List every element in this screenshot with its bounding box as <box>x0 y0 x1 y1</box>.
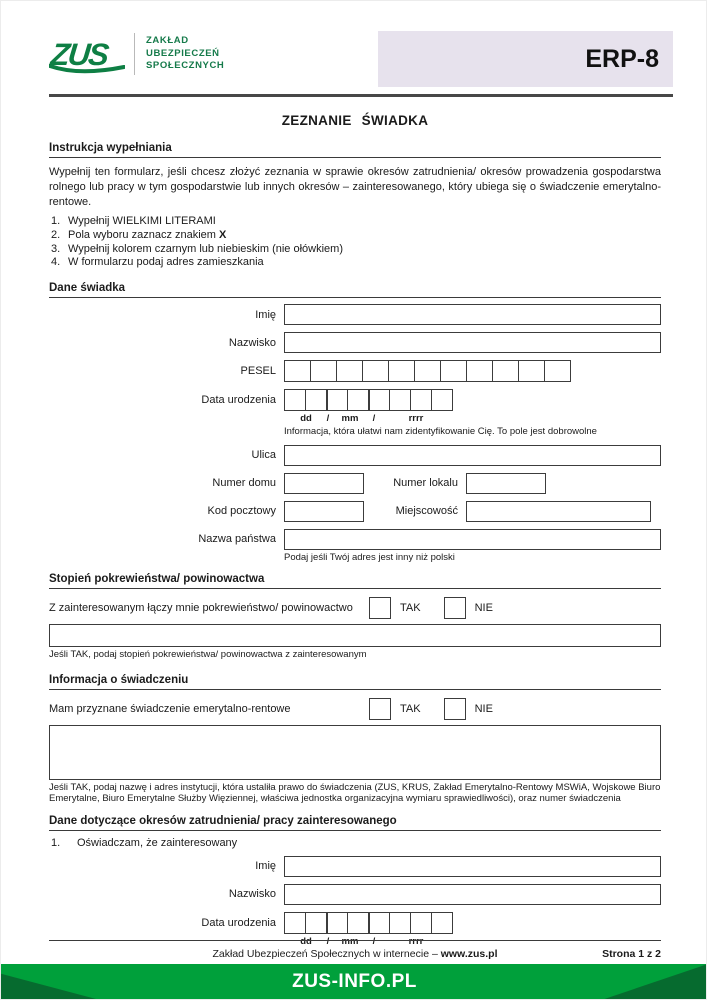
page-number: Strona 1 z 2 <box>602 948 661 960</box>
date-separator: / <box>372 935 376 947</box>
birth-date-label: Data urodzenia <box>201 394 276 407</box>
list-item-number: 2. <box>51 228 61 241</box>
flat-number-input[interactable] <box>466 473 546 494</box>
subject-last-name-input[interactable] <box>284 884 661 905</box>
subject-first-name-label: Imię <box>255 860 276 873</box>
zus-logo-area <box>51 33 224 75</box>
benefit-question-row <box>49 698 661 720</box>
date-char-cell[interactable] <box>389 912 411 934</box>
house-number-label: Numer domu <box>212 477 276 490</box>
org-name-line: UBEZPIECZEŃ <box>146 47 220 59</box>
house-number-input[interactable] <box>284 473 364 494</box>
section-heading-benefit: Informacja o świadczeniu <box>49 674 661 690</box>
date-char-cell[interactable] <box>389 389 411 411</box>
birth-date-cells <box>284 389 453 411</box>
street-label: Ulica <box>251 449 276 462</box>
section-heading-employment: Dane dotyczące okresów zatrudnienia/ pracy zainteresowanego <box>49 815 661 831</box>
benefit-hint: Jeśli TAK, podaj nazwę i adres instytucji, która ustaliła prawo do świadczenia (ZUS, KRUS, Zakład Emerytalno-Rentowy MSWiA, Wojskowe Biuro Emerytalne, Biuro Emerytalne Służby Więziennej, właściwa jednostka organizacyjna wymiaru sprawiedliwości), oraz numer świadczenia <box>49 781 661 805</box>
instructions-intro: Wypełnij ten formularz, jeśli chcesz złożyć zeznania w sprawie okresów zatrudnienia/ okresów prowadzenia gospodarstwa rolnego lub pracy w tym gospodarstwie lub innych okresów – zainteresowanego, który ubiega się o świadczenie emerytalno-rentowe. <box>49 166 661 208</box>
pesel-char-cell[interactable] <box>310 360 337 382</box>
list-item-text: W formularzu podaj adres zamieszkania <box>68 256 264 269</box>
field-row-subject-first-name <box>49 856 661 877</box>
first-name-input[interactable] <box>284 304 661 325</box>
postal-code-label: Kod pocztowy <box>207 505 276 518</box>
pesel-label: PESEL <box>240 365 276 378</box>
subject-first-name-input[interactable] <box>284 856 661 877</box>
pesel-char-cell[interactable] <box>388 360 415 382</box>
list-item-number: 4. <box>51 256 61 269</box>
zus-logo-text: ZUS <box>49 36 109 72</box>
postal-code-input[interactable] <box>284 501 364 522</box>
date-char-cell[interactable] <box>368 389 390 411</box>
date-yyyy-label: rrrr <box>408 413 424 425</box>
list-item <box>49 229 661 243</box>
date-char-cell[interactable] <box>305 912 327 934</box>
list-item <box>49 243 661 257</box>
footer <box>49 940 661 960</box>
date-char-cell[interactable] <box>284 912 306 934</box>
field-row-subject-birth-date <box>49 912 661 934</box>
list-item-text: Pola wyboru zaznacz znakiem X <box>68 228 227 241</box>
logo-divider <box>134 33 135 75</box>
date-char-cell[interactable] <box>368 912 390 934</box>
benefit-no-checkbox[interactable] <box>444 698 466 720</box>
pesel-char-cell[interactable] <box>440 360 467 382</box>
date-char-cell[interactable] <box>431 389 453 411</box>
flat-number-label: Numer lokalu <box>393 477 458 490</box>
birth-date-hint: Informacja, która ułatwi nam zidentyfikowanie Cię. To pole jest dobrowolne <box>284 426 597 438</box>
field-row-street <box>49 445 661 466</box>
kinship-question-row <box>49 597 661 619</box>
form-title: ZEZNANIE ŚWIADKA <box>281 113 429 128</box>
employment-statement-row <box>49 837 661 849</box>
bottom-banner <box>1 964 707 999</box>
header-rule <box>49 94 673 97</box>
statement-number: 1. <box>51 836 61 849</box>
last-name-label: Nazwisko <box>228 336 276 349</box>
kinship-yes-checkbox[interactable] <box>369 597 391 619</box>
date-dd-label: dd <box>300 413 312 425</box>
field-row-subject-last-name <box>49 884 661 905</box>
zus-logo-icon <box>49 36 125 72</box>
date-char-cell[interactable] <box>431 912 453 934</box>
org-name-line: SPOŁECZNYCH <box>146 60 225 72</box>
list-item-text: Wypełnij WIELKIMI LITERAMI <box>68 215 216 227</box>
subject-last-name-label: Nazwisko <box>228 888 276 901</box>
form-code: ERP-8 <box>585 44 659 73</box>
benefit-yes-checkbox[interactable] <box>369 698 391 720</box>
date-mm-label: mm <box>341 413 359 425</box>
list-item-text: Wypełnij kolorem czarnym lub niebieskim (nie ołówkiem) <box>68 242 343 255</box>
pesel-char-cell[interactable] <box>466 360 493 382</box>
date-char-cell[interactable] <box>305 389 327 411</box>
benefit-yes-label: TAK <box>400 702 421 715</box>
country-label: Nazwa państwa <box>198 533 276 546</box>
date-char-cell[interactable] <box>326 389 348 411</box>
list-item <box>49 215 661 229</box>
date-separator: / <box>372 413 376 425</box>
footer-line <box>49 948 661 960</box>
field-row-country <box>49 529 661 550</box>
header <box>49 31 661 89</box>
date-separator: / <box>326 935 330 947</box>
date-char-cell[interactable] <box>347 389 369 411</box>
instructions-list <box>49 215 661 270</box>
list-item <box>49 256 661 270</box>
field-row-house-flat <box>49 473 661 494</box>
date-char-cell[interactable] <box>410 912 432 934</box>
statement-text: Oświadczam, że zainteresowany <box>77 836 238 849</box>
field-row-birth-date <box>49 389 661 411</box>
field-row-last-name <box>49 332 661 353</box>
pesel-cells <box>284 360 571 382</box>
kinship-no-checkbox[interactable] <box>444 597 466 619</box>
pesel-char-cell[interactable] <box>284 360 311 382</box>
pesel-char-cell[interactable] <box>518 360 545 382</box>
city-label: Miejscowość <box>395 505 458 518</box>
subject-birth-date-label: Data urodzenia <box>201 916 276 929</box>
kinship-question: Z zainteresowanym łączy mnie pokrewieństwo/ powinowactwo <box>49 602 353 615</box>
date-char-cell[interactable] <box>326 912 348 934</box>
kinship-no-label: NIE <box>474 602 493 615</box>
country-input[interactable] <box>284 529 661 550</box>
pesel-char-cell[interactable] <box>544 360 571 382</box>
field-row-first-name <box>49 304 661 325</box>
kinship-detail-input[interactable] <box>49 624 661 647</box>
section-heading-witness-data: Dane świadka <box>49 282 661 298</box>
org-name <box>146 35 224 73</box>
org-name-line: ZAKŁAD <box>146 34 189 46</box>
kinship-yes-label: TAK <box>400 602 421 615</box>
kinship-hint: Jeśli TAK, podaj stopień pokrewieństwa/ powinowactwa z zainteresowanym <box>49 649 367 661</box>
subject-birth-date-cells <box>284 912 453 934</box>
date-yyyy-label: rrrr <box>408 935 424 947</box>
section-heading-kinship: Stopień pokrewieństwa/ powinowactwa <box>49 573 661 589</box>
last-name-input[interactable] <box>284 332 661 353</box>
date-char-cell[interactable] <box>347 912 369 934</box>
footer-site-url: www.zus.pl <box>440 948 498 960</box>
list-item-number: 3. <box>51 242 61 255</box>
date-mm-label: mm <box>341 935 359 947</box>
date-separator: / <box>326 413 330 425</box>
date-format-labels <box>284 413 460 424</box>
benefit-no-label: NIE <box>474 702 493 715</box>
benefit-question: Mam przyznane świadczenie emerytalno-rentowe <box>49 702 291 715</box>
footer-site-text: Zakład Ubezpieczeń Społecznych w internecie – <box>212 948 441 960</box>
field-row-pesel <box>49 360 661 382</box>
country-hint: Podaj jeśli Twój adres jest inny niż polski <box>284 551 455 563</box>
date-char-cell[interactable] <box>410 389 432 411</box>
date-char-cell[interactable] <box>284 389 306 411</box>
banner-text: ZUS-INFO.PL <box>292 970 417 992</box>
street-input[interactable] <box>284 445 661 466</box>
date-dd-label: dd <box>300 935 312 947</box>
zus-logo-swoosh-icon <box>49 64 125 74</box>
section-heading-instructions: Instrukcja wypełniania <box>49 142 661 158</box>
pesel-char-cell[interactable] <box>336 360 363 382</box>
pesel-char-cell[interactable] <box>362 360 389 382</box>
list-item-number: 1. <box>51 215 61 227</box>
pesel-char-cell[interactable] <box>492 360 519 382</box>
pesel-char-cell[interactable] <box>414 360 441 382</box>
field-row-postal-city <box>49 501 661 522</box>
city-input[interactable] <box>466 501 651 522</box>
benefit-institution-textarea[interactable] <box>49 725 661 780</box>
form-code-box <box>378 31 673 87</box>
first-name-label: Imię <box>255 308 276 321</box>
